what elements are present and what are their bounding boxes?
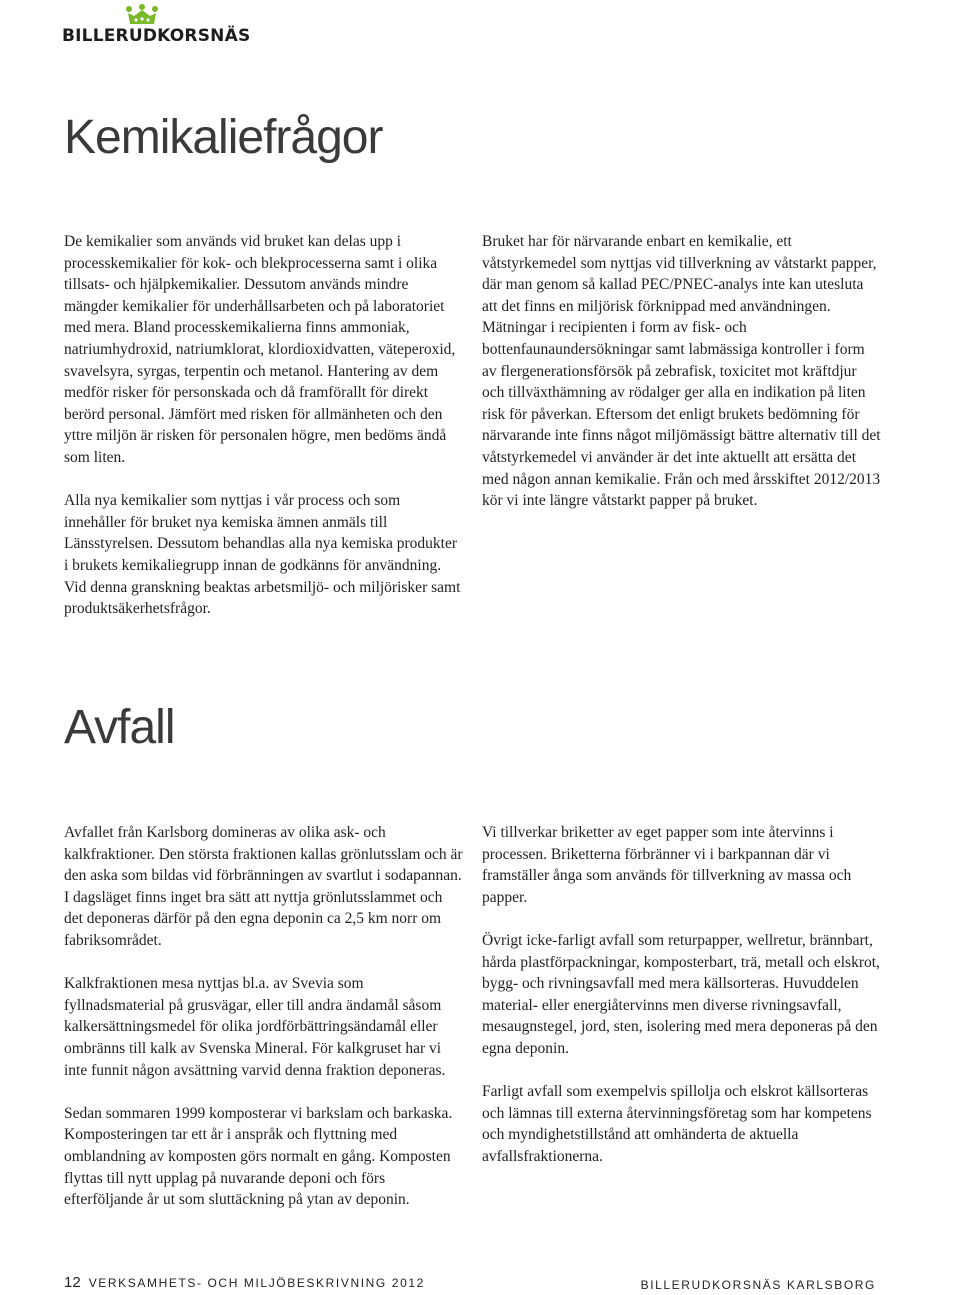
company-site: BILLERUDKORSNÄS KARLSBORG xyxy=(640,1278,876,1292)
paragraph: Bruket har för närvarande enbart en kemikalie, ett våtstyrkemedel som nyttjas vid tillverkning av våtstarkt papper, där man genom så kallad PEC/PNEC-analys inte kan utesluta att det finns en miljörisk förknippad med användningen. Mätningar i recipienten i form av fisk- och bottenfaunaundersökningar samt labmässiga kontroller i form av flergenerationsförsök på zebrafisk, toxicitet mot kräftdjur och tillväxthämning av rödalger ger alla en indikation på liten risk för påverkan. Eftersom det enligt brukets bedömning för närvarande inte finns något miljömässigt bättre alternativ till det våtstyrkemedel vi använder är det inte aktuellt att ersätta det med någon annan kemikalie. Från och med årsskiftet 2012/2013 kör vi inte längre våtstarkt papper på bruket. xyxy=(482,233,881,510)
paragraph: Farligt avfall som exempelvis spillolja och elskrot källsorteras och lämnas till externa återvinningsföretag som har kompetens och myndighetstillstånd att omhänderta de aktuella avfallsfraktionerna. xyxy=(482,1083,872,1165)
paragraph: Kalkfraktionen mesa nyttjas bl.a. av Svevia som fyllnadsmaterial på grusvägar, eller till andra ändamål såsom kalkersättningsmedel för olika jordförbättringsändamål eller ombränns till kalk av Svenska Mineral. För kalkgruset har vi inte funnit någon avsättning varvid denna fraktion deponeras. xyxy=(64,975,446,1079)
paragraph: Alla nya kemikalier som nyttjas i vår process och som innehåller för bruket nya kemiska ämnen anmäls till Länsstyrelsen. Dessutom behandlas alla nya kemiska produkter i brukets kemikaliegrupp innan de godkänns för användning. Vid denna granskning beaktas arbetsmiljö- och miljörisker samt produktsäkerhetsfrågor. xyxy=(64,492,461,618)
paragraph: Övrigt icke-farligt avfall som returpapper, wellretur, brännbart, hårda plastförpackningar, komposterbart, trä, metall och elskrot, bygg- och rivningsavfall med mera källsorteras. Huvuddelen material- eller energiåtervinns men diverse rivningsavfall, mesaugnstegel, jord, sten, isolering med mera deponeras på den egna deponin. xyxy=(482,931,880,1057)
section-title-avfall: Avfall xyxy=(64,701,175,754)
report-title: VERKSAMHETS- OCH MILJÖBESKRIVNING 2012 xyxy=(88,1276,425,1290)
kemikalie-column-right xyxy=(482,231,882,512)
section-title-kemikaliefragor: Kemikaliefrågor xyxy=(64,111,383,164)
paragraph: Vi tillverkar briketter av eget papper som inte återvinns i processen. Briketterna förbränner vi i barkpannan där vi framställer ånga som används för tillverkning av massa och papper. xyxy=(482,824,852,906)
crown-icon xyxy=(126,4,158,26)
footer-left xyxy=(64,1274,425,1291)
kemikalie-column-left xyxy=(64,231,464,620)
paragraph: Sedan sommaren 1999 komposterar vi barkslam och barkaska. Komposteringen tar ett år i anspråk och flyttning med omblandning av komposten görs normalt en gång. Komposten flyttas till nytt upplag på nuvarande deponi och förs efterföljande år ut som sluttäckning på ytan av deponin. xyxy=(64,1104,453,1209)
paragraph: De kemikalier som används vid bruket kan delas upp i processkemikalier för kok- och blekprocesserna samt i olika tillsats- och hjälpkemikalier. Dessutom används mindre mängder kemikalier för underhållsarbeten och på laboratoriet med mera. Bland processkemikalierna finns ammoniak, natriumhydroxid, natriumklorat, klordioxidvatten, väteperoxid, svavelsyra, syrgas, terpentin och metanol. Hantering av dem medför risker för personskada och då framförallt för direkt berörd personal. Jämfört med risken för allmänheten och den yttre miljön är risken för personalen högre, men bedöms ändå som liten. xyxy=(64,233,456,466)
brand-name: BILLERUDKORSNÄS xyxy=(62,26,251,46)
avfall-column-left xyxy=(64,822,464,1211)
brand-logo xyxy=(62,4,262,48)
avfall-column-right xyxy=(482,822,882,1168)
paragraph: Avfallet från Karlsborg domineras av olika ask- och kalkfraktioner. Den största fraktionen kallas grönlutsslam och är den aska som bildas vid förbränningen av svartlut i sodapannan. I dagsläget finns inget bra sätt att nyttja grönlutsslammet och det deponeras därför på den egna deponin ca 2,5 km norr om fabriksområdet. xyxy=(64,824,463,949)
page-number: 12 xyxy=(64,1274,81,1291)
